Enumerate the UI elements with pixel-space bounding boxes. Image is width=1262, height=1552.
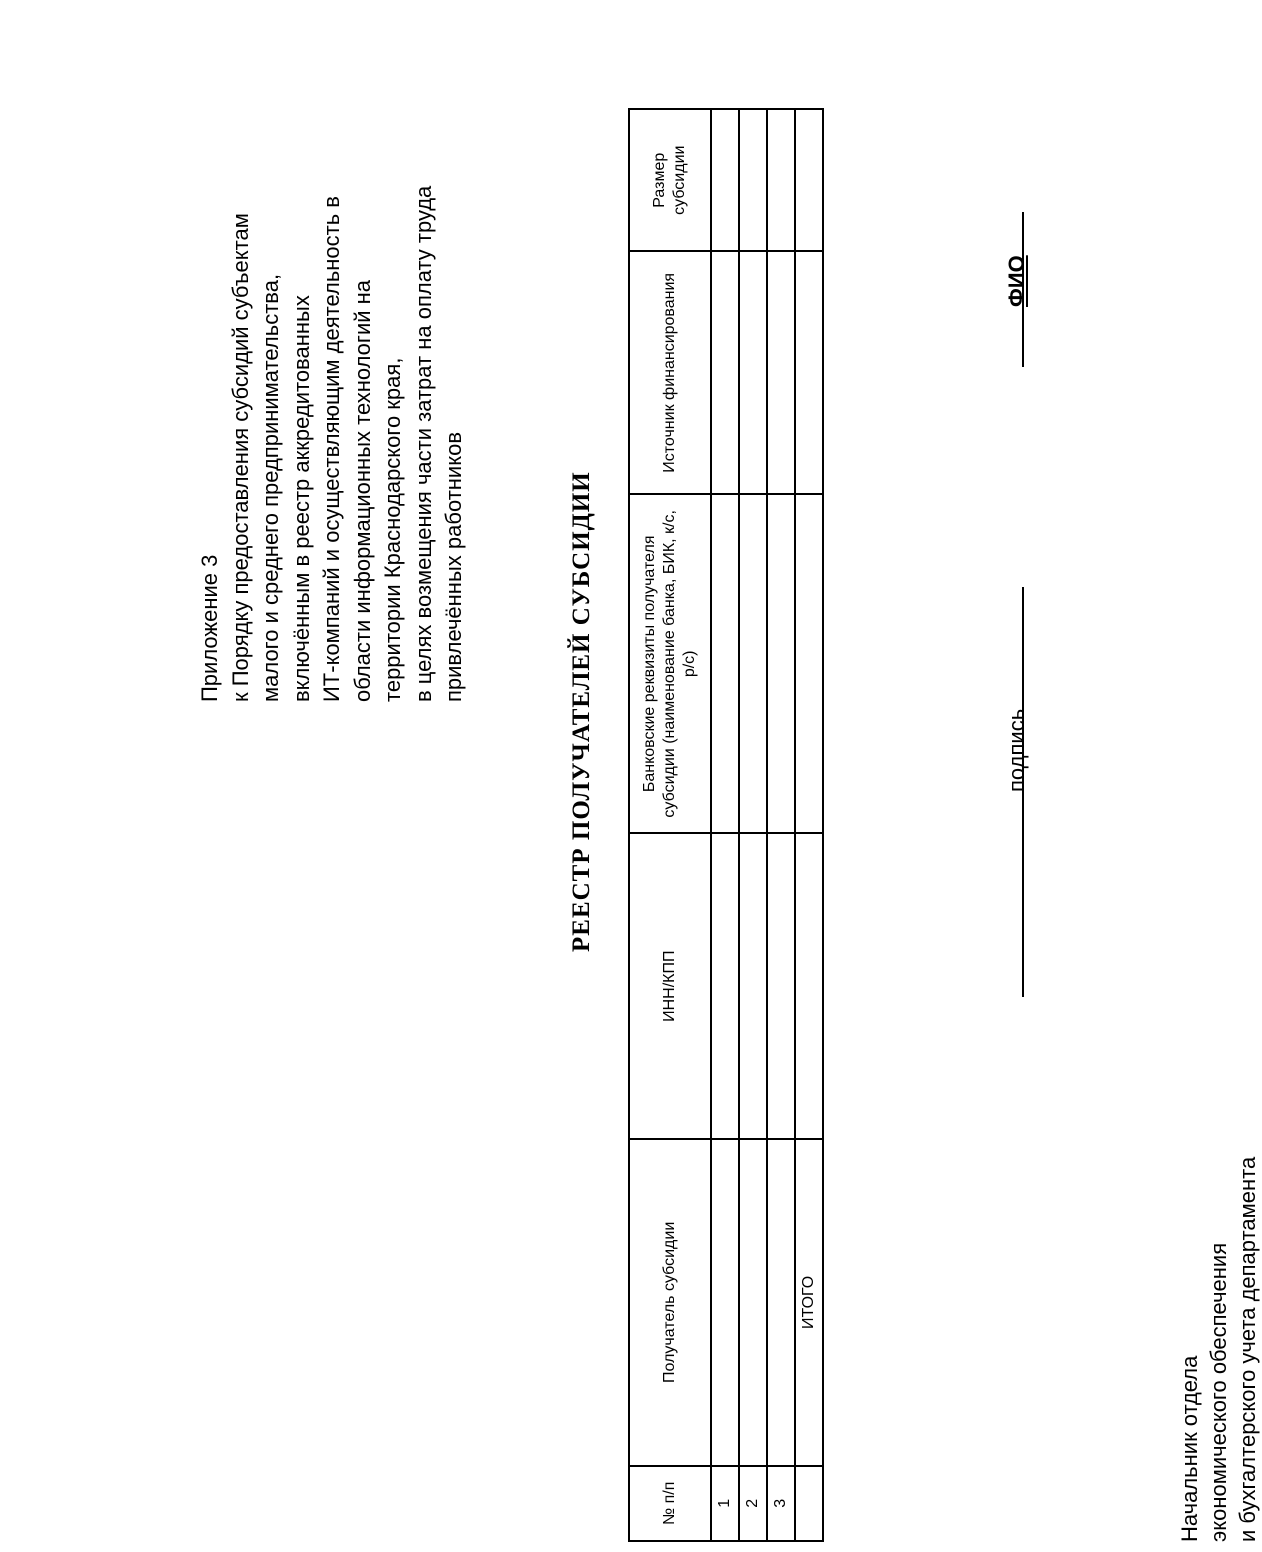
table-row (767, 109, 795, 1541)
cell-subsidy-size (795, 109, 823, 251)
cell-bank-details (739, 494, 767, 833)
table-row (739, 109, 767, 1541)
cell-bank-details (795, 494, 823, 833)
signatory-position (1175, 1157, 1262, 1542)
table-total-row (795, 109, 823, 1541)
header-number: № п/п (629, 1466, 711, 1541)
header-subsidy-size: Размер субсидии (629, 109, 711, 251)
signatory-line: и бухгалтерского учета департамента (1235, 1156, 1260, 1542)
cell-recipient (739, 1139, 767, 1466)
appendix-line: к Порядку предоставления субсидий субъектам (227, 213, 253, 702)
cell-recipient (767, 1139, 795, 1466)
cell-funding-source (739, 251, 767, 494)
signature-line (1022, 587, 1024, 997)
cell-funding-source (711, 251, 739, 494)
header-recipient: Получатель субсидии (629, 1139, 711, 1466)
row-number: 1 (711, 1466, 739, 1541)
registry-table (628, 108, 824, 1542)
appendix-line: включённым в реестр аккредитованных (288, 295, 314, 702)
cell-bank-details (767, 494, 795, 833)
appendix-line: области информационных технологий на (349, 279, 375, 702)
cell-inn-kpp (767, 833, 795, 1139)
total-label: ИТОГО (795, 1139, 823, 1466)
document-title: РЕЕСТР ПОЛУЧАТЕЛЕЙ СУБСИДИИ (568, 471, 595, 952)
table-row (711, 109, 739, 1541)
table-header-row (629, 109, 711, 1541)
signature-label: подпись (1004, 708, 1029, 792)
row-number: 2 (739, 1466, 767, 1541)
total-spacer (795, 1466, 823, 1541)
cell-recipient (711, 1139, 739, 1466)
cell-inn-kpp (711, 833, 739, 1139)
cell-funding-source (767, 251, 795, 494)
appendix-line: ИТ-компаний и осуществляющим деятельность в (319, 196, 344, 702)
cell-subsidy-size (711, 109, 739, 251)
appendix-line: привлечённых работников (441, 431, 466, 702)
cell-inn-kpp (795, 833, 823, 1139)
row-number: 3 (767, 1466, 795, 1541)
signatory-line: экономического обеспечения (1206, 1242, 1231, 1542)
header-inn-kpp: ИНН/КПП (629, 833, 711, 1139)
name-label: ФИО (1004, 255, 1029, 307)
appendix-line: малого и среднего предпринимательства, (258, 273, 283, 702)
signatory-line: Начальник отдела (1177, 1355, 1202, 1542)
appendix-line: Приложение 3 (197, 554, 222, 702)
cell-funding-source (795, 251, 823, 494)
appendix-block (195, 22, 470, 702)
cell-subsidy-size (739, 109, 767, 251)
cell-inn-kpp (739, 833, 767, 1139)
appendix-line: в целях возмещения части затрат на оплату труда (410, 185, 436, 702)
cell-subsidy-size (767, 109, 795, 251)
cell-bank-details (711, 494, 739, 833)
appendix-line: территории Краснодарского края, (380, 357, 405, 702)
header-bank-details: Банковские реквизиты получателя субсидии (наименование банка, БИК, к/с, р/с) (629, 494, 711, 833)
header-funding-source: Источник финансирования (629, 251, 711, 494)
